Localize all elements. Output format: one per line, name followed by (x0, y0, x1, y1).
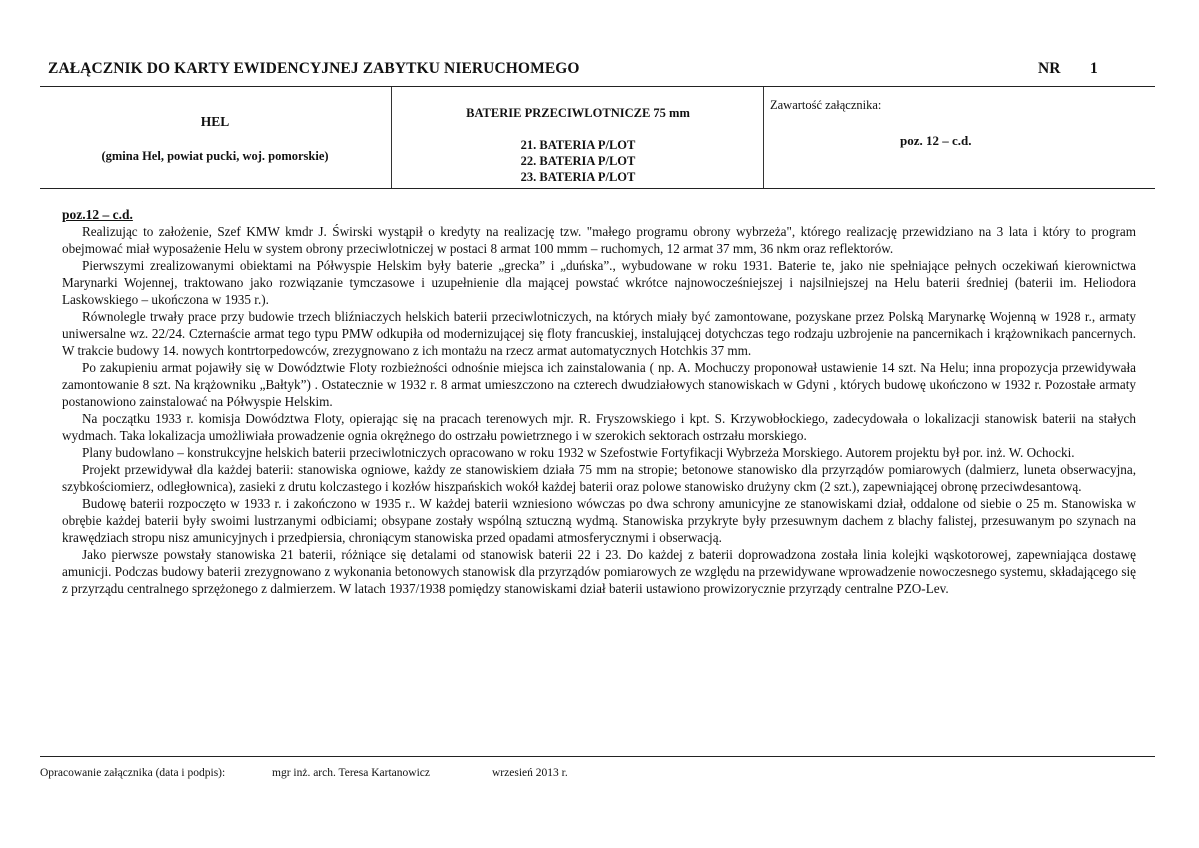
paragraph: Jako pierwsze powstały stanowiska 21 baterii, różniące się detalami od stanowisk baterii 22 i 23. Do każdej z baterii doprowadzona została linia kolejki wąskotorowej, zapewniająca dostawę amunicji. Podczas budowy baterii zrezygnowano z wykonania betonowych stanowisk dla przyrządów pomiarowych ze względu na przewidywane wprowadzenie nowoczesnego systemu, składającego się z przyrządu centralnego sprzężonego z dalmierzem. W latach 1937/1938 pomiędzy stanowiskami dział baterii ustawiono prowizorycznie przyrządy centralne PZO-Lev. (62, 547, 1136, 596)
document-title: ZAŁĄCZNIK DO KARTY EWIDENCYJNEJ ZABYTKU NIERUCHOMEGO (48, 60, 580, 77)
paragraph: Budowę baterii rozpoczęto w 1933 r. i zakończono w 1935 r.. W każdej baterii wzniesiono wówczas po dwa schrony amunicyjne ze stanowiskami dział, oddalone od siebie o 25 m. Stanowiska w obrębie każdej baterii były swoimi lustrzanymi odbiciami; obsypane zostały wspólną sztuczną wydmą. Stanowiska przykryte były przesuwnym dachem z blachy falistej, przesuwanym po szynach na krawędziach stropu nisz amunicyjnych i przedpiersia, chroniącym stanowiska przed opadami atmosferycznymi i obserwacją. (62, 496, 1136, 545)
paragraph: Plany budowlano – konstrukcyjne helskich baterii przeciwlotniczych opracowano w roku 1932 w Szefostwie Fortyfikacji Wybrzeża Morskiego. Autorem projektu był por. inż. W. Ochocki. (82, 445, 1075, 460)
top-rule (40, 86, 1155, 87)
footer-label: Opracowanie załącznika (data i podpis): (40, 767, 226, 779)
number-label: NR (1038, 60, 1061, 77)
place-detail: (gmina Hel, powiat pucki, woj. pomorskie) (101, 149, 329, 163)
footer-author: mgr inż. arch. Teresa Kartanowicz (272, 767, 430, 779)
contents-value: poz. 12 – c.d. (900, 133, 972, 148)
battery-item: 21. BATERIA P/LOT (520, 138, 636, 152)
object-title: BATERIE PRZECIWLOTNICZE 75 mm (466, 106, 690, 120)
battery-list (393, 137, 763, 185)
battery-item: 23. BATERIA P/LOT (520, 170, 636, 184)
number-value: 1 (1090, 60, 1098, 77)
footer-rule (40, 756, 1155, 757)
body-text (62, 206, 1136, 597)
footer-date: wrzesień 2013 r. (492, 767, 568, 779)
paragraph: Projekt przewidywał dla każdej baterii: stanowiska ogniowe, każdy ze stanowiskiem działa 75 mm na stropie; betonowe stanowisko dla przyrządów pomiarowych (dalmierz, luneta obserwacyjna, szybkościomierz, odległownica), zasieki z drutu kolczastego i kozłów hiszpańskich wokół każdej baterii oraz polowe stanowisko drużyny ckm (2 szt.), zapewniającej obronę przeciwdesantową. (62, 462, 1136, 494)
contents-label: Zawartość załącznika: (770, 98, 882, 112)
paragraph: Pierwszymi zrealizowanymi obiektami na Półwyspie Helskim były baterie „grecka” i „duńska”., wybudowane w roku 1931. Baterie te, jako nie spełniające pełnych oczekiwań kierownictwa Marynarki Wojennej, traktowano jako rozwiązanie tymczasowe i uzupełnienie dla mającej powstać wkrótce najnowocześniejszej i najsilniejszej na Helu baterii średniej (baterii im. Heliodora Laskowskiego – ukończona w 1935 r.). (62, 258, 1136, 307)
place-name: HEL (200, 114, 230, 129)
column-divider-2 (763, 87, 764, 188)
table-bottom-rule (40, 188, 1155, 189)
column-divider-1 (391, 87, 392, 188)
paragraph: Na początku 1933 r. komisja Dowództwa Floty, opierając się na pracach terenowych mjr. R. Fryszowskiego i kpt. S. Krzywobłockiego, zadecydowała o lokalizacji stanowisk baterii na stałych wydmach. Taka lokalizacja umożliwiała prowadzenie ognia okrężnego do ostrzału powietrznego i w szerokich sektorach ostrzału morskiego. (62, 411, 1136, 443)
battery-item: 22. BATERIA P/LOT (520, 154, 636, 168)
section-heading: poz.12 – c.d. (62, 207, 133, 222)
paragraph: Realizując to założenie, Szef KMW kmdr J. Świrski wystąpił o kredyty na realizację tzw. "małego programu obrony wybrzeża", którego realizację przewidziano na 3 lata i który to program obejmować miał wyposażenie Helu w system obrony przeciwlotniczej w postaci 8 armat 100 mmm – ruchomych, 12 armat 37 mm, 36 nkm oraz reflektorów. (62, 224, 1136, 256)
paragraph: Równolegle trwały prace przy budowie trzech bliźniaczych helskich baterii przeciwlotniczych, na których miały być zamontowane, pozyskane przez Polską Marynarkę Wojenną w 1928 r., armaty uniwersalne wz. 22/24. Czternaście armat tego typu PMW odkupiła od modernizującej się floty francuskiej, instalującej dotychczas tego rodzaju uzbrojenie na pancernikach i krążownikach pancernych. W trakcie budowy 14. nowych kontrtorpedowców, zrezygnowano z ich montażu na rzecz armat automatycznych Hotchkis 37 mm. (62, 309, 1136, 358)
paragraph: Po zakupieniu armat pojawiły się w Dowództwie Floty rozbieżności odnośnie miejsca ich zainstalowania ( np. A. Mochuczy proponował ustawienie 14 szt. Na Helu; inna propozycja przewidywała zamontowanie 8 szt. Na krążowniku „Bałtyk”) . Ostatecznie w 1932 r. 8 armat umieszczono na czterech dwudziałowych stanowiskach w Gdyni , których budowę ukończono w 1932 r. Pozostałe armaty postanowiono zainstalować na Półwyspie Helskim. (62, 360, 1136, 409)
